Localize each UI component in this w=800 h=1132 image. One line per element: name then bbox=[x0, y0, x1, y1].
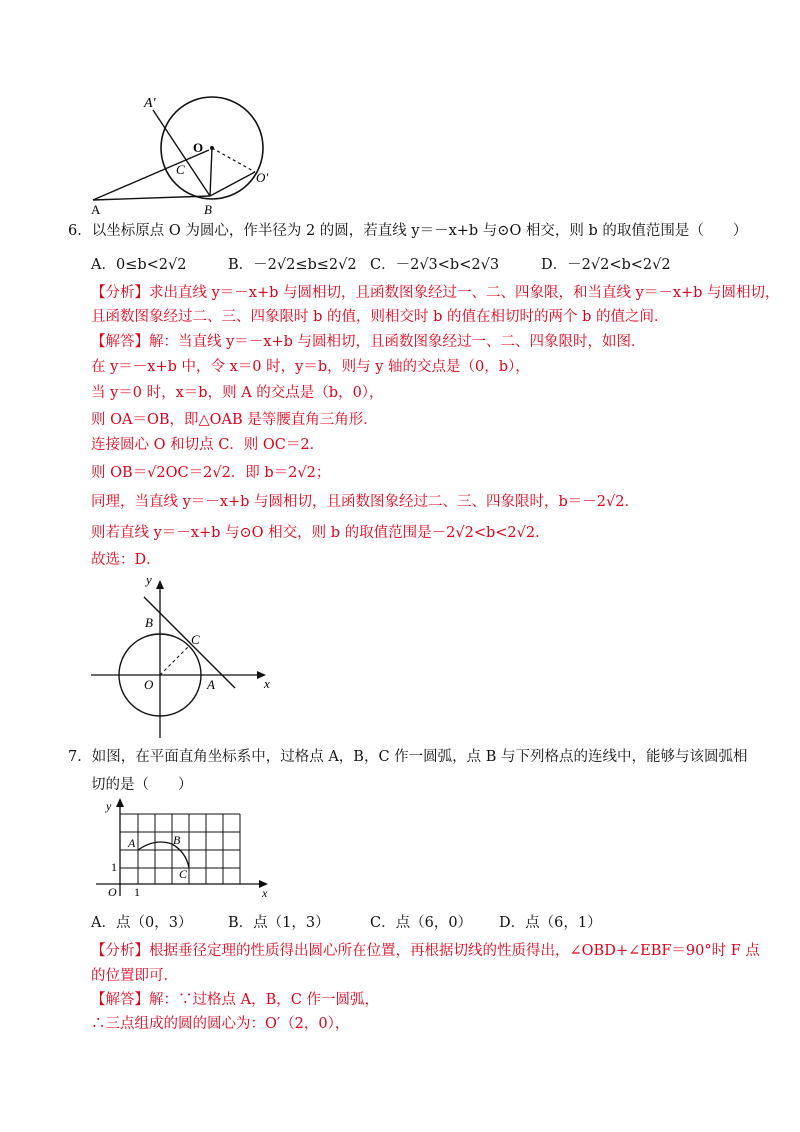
q7-answer-line-2: ∴三点组成的圆的圆心为：O′（2，0）， bbox=[91, 1016, 350, 1032]
label-b: B bbox=[204, 202, 212, 217]
radius-o-c-dashed bbox=[160, 646, 189, 675]
q7-answer-line-1: 【解答】解：∵过格点 A，B，C 作一圆弧， bbox=[91, 992, 379, 1008]
label-y: y bbox=[146, 572, 152, 587]
q7-option-a: A．点（0，3） bbox=[91, 915, 193, 931]
label-one-y: 1 bbox=[111, 860, 117, 874]
figure-circle-triangle bbox=[88, 90, 288, 218]
y-axis-arrow bbox=[116, 798, 124, 807]
segment-a-b bbox=[93, 196, 210, 200]
q7-stem: 7．如图，在平面直角坐标系中，过格点 A，B，C 作一圆弧，点 B 与下列格点的连线中，能够与该圆弧相 bbox=[68, 749, 748, 765]
arc-abc bbox=[138, 842, 189, 868]
label-b: B bbox=[145, 615, 153, 630]
label-y: y bbox=[106, 799, 112, 813]
q6-answer-line-1: 【解答】解：当直线 y＝－x+b 与圆相切，且函数图象经过一、二、四象限时，如图． bbox=[91, 334, 646, 350]
center-dot bbox=[210, 146, 214, 150]
q6-answer-line-7: 同理，当直线 y＝－x+b 与圆相切，且函数图象经过二、三、四象限时，b＝－2√2． bbox=[91, 494, 639, 510]
q6-answer-line-2: 在 y＝－x+b 中，令 x＝0 时，y＝b，则与 y 轴的交点是（0，b）， bbox=[91, 359, 530, 375]
label-c: C bbox=[179, 867, 188, 881]
q7-option-d: D．点（6，1） bbox=[499, 915, 602, 931]
q6-option-b: B．－2√2≤b≤2√2 bbox=[228, 257, 357, 273]
q6-answer-line-9: 故选：D． bbox=[91, 552, 161, 568]
q6-analysis: 【分析】求出直线 y＝－x+b 与圆相切，且函数图象经过一、二、四象限，和当直线 y＝－x+b 与圆相切， bbox=[91, 285, 780, 301]
label-a: A bbox=[128, 836, 136, 850]
label-x: x bbox=[264, 676, 270, 691]
q7-option-b: B．点（1，3） bbox=[228, 915, 330, 931]
q6-answer-line-4: 则 OA＝OB，即△OAB 是等腰直角三角形． bbox=[91, 412, 378, 428]
q6-answer-line-6: 则 OB＝√2OC＝2√2．即 b＝2√2； bbox=[91, 465, 331, 481]
segment-o-oprime-dashed bbox=[212, 148, 255, 172]
q6-answer-line-3: 当 y＝0 时，x＝b，则 A 的交点是（b，0）， bbox=[91, 385, 384, 401]
label-o: O bbox=[144, 677, 154, 692]
q6-answer-line-8: 则若直线 y＝－x+b 与⊙O 相交，则 b 的取值范围是－2√2<b<2√2． bbox=[91, 525, 550, 541]
q6-option-d: D．－2√2<b<2√2 bbox=[541, 257, 671, 273]
segment-a-c bbox=[93, 150, 209, 200]
label-a: A bbox=[207, 677, 215, 692]
label-c: C bbox=[191, 632, 200, 647]
y-axis-arrow bbox=[156, 580, 164, 589]
label-x: x bbox=[262, 886, 268, 900]
segment-o-b bbox=[210, 148, 212, 196]
q7-analysis-cont: 的位置即可． bbox=[91, 968, 178, 984]
q6-stem: 6．以坐标原点 O 为圆心，作半径为 2 的圆，若直线 y＝－x+b 与⊙O 相交，则 b 的取值范围是（ ） bbox=[68, 223, 748, 239]
q6-option-a: A．0≤b<2√2 bbox=[91, 257, 187, 273]
figure-grid-arc bbox=[92, 796, 278, 900]
label-c: C bbox=[176, 162, 185, 177]
label-one-x: 1 bbox=[134, 885, 140, 899]
label-o: O bbox=[193, 140, 204, 155]
q6-analysis-cont: 且函数图象经过二、三、四象限时 b 的值，则相交时 b 的值在相切时的两个 b 的值之间． bbox=[91, 309, 669, 325]
figure-tangent-line bbox=[86, 572, 276, 742]
label-a: A bbox=[91, 202, 101, 217]
q7-option-c: C．点（6，0） bbox=[370, 915, 473, 931]
q7-stem-cont: 切的是（ ） bbox=[91, 777, 193, 793]
label-o-prime: O′ bbox=[256, 170, 269, 185]
label-o: O bbox=[108, 885, 117, 899]
q6-answer-line-5: 连接圆心 O 和切点 C．则 OC＝2． bbox=[91, 437, 325, 453]
q6-option-c: C．－2√3<b<2√3 bbox=[370, 257, 500, 273]
label-b: B bbox=[173, 833, 181, 847]
q7-analysis: 【分析】根据垂径定理的性质得出圆心所在位置，再根据切线的性质得出，∠OBD+∠EBF＝90°时 F 点 bbox=[91, 943, 760, 959]
label-a-prime: A′ bbox=[144, 96, 156, 111]
